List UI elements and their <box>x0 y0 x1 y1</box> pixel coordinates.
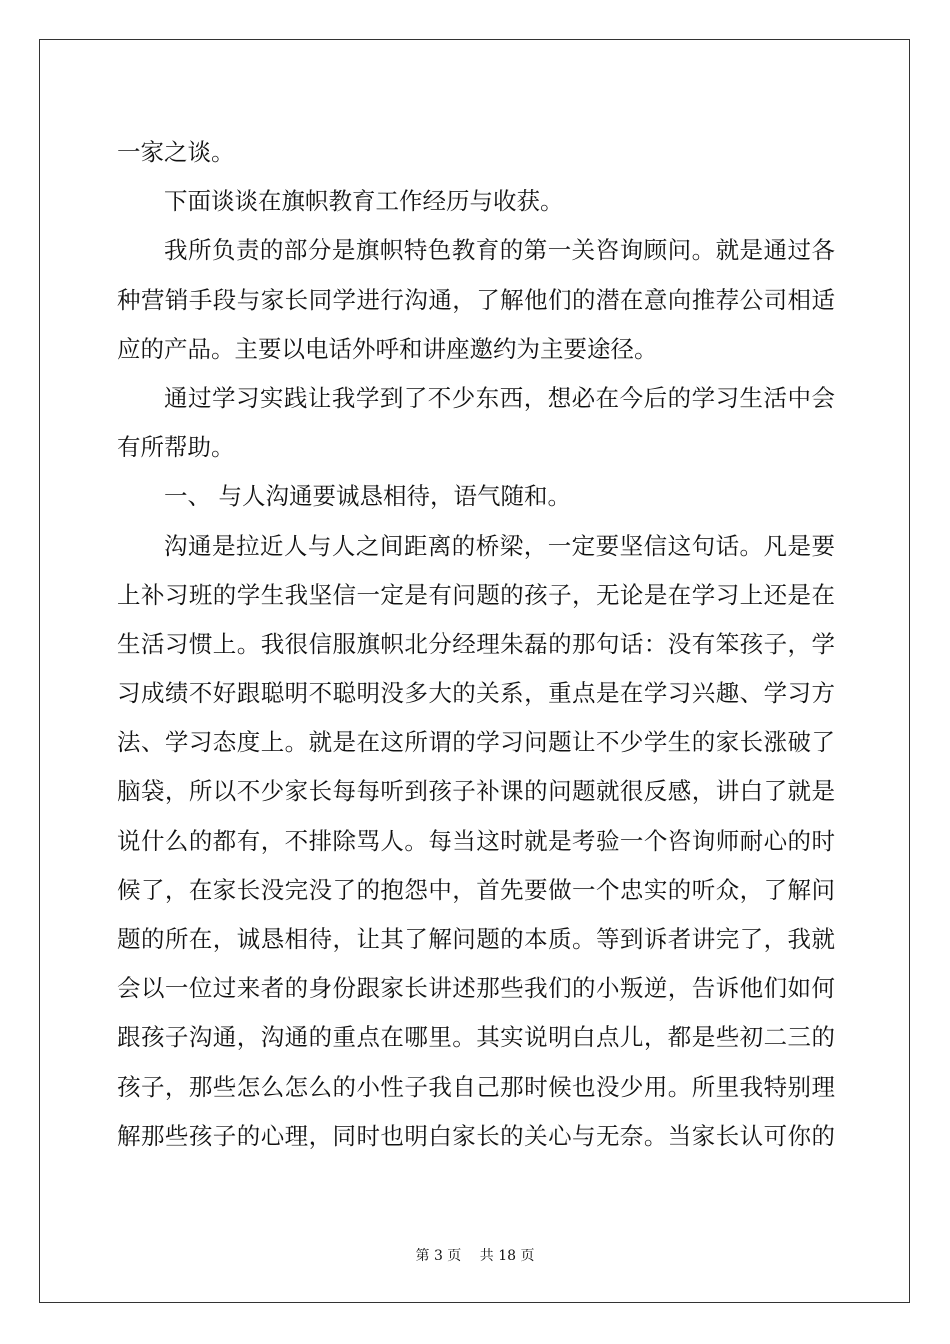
page-number: 第 3 页 共 18 页 <box>415 1248 535 1264</box>
text-line: 生活习惯上。我很信服旗帜北分经理朱磊的那句话：没有笨孩子，学 <box>117 629 835 658</box>
text-line: 题的所在，诚恳相待，让其了解问题的本质。等到诉者讲完了，我就 <box>117 925 835 953</box>
text-line: 说什么的都有，不排除骂人。每当这时就是考验一个咨询师耐心的时 <box>117 826 835 855</box>
text-line: 通过学习实践让我学到了不少东西，想必在今后的学习生活中会 <box>164 383 835 412</box>
text-line: 脑袋，所以不少家长每每听到孩子补课的问题就很反感，讲白了就是 <box>117 777 835 806</box>
text-line: 孩子，那些怎么怎么的小性子我自己那时候也没少用。所里我特别理 <box>117 1072 835 1101</box>
text-line: 一家之谈。 <box>117 138 235 166</box>
text-line: 应的产品。主要以电话外呼和讲座邀约为主要途径。 <box>117 334 658 363</box>
document-body <box>117 128 835 1161</box>
text-line: 我所负责的部分是旗帜特色教育的第一关咨询顾问。就是通过各 <box>164 236 835 265</box>
text-line: 会以一位过来者的身份跟家长讲述那些我们的小叛逆，告诉他们如何 <box>117 974 835 1003</box>
text-line: 解那些孩子的心理，同时也明白家长的关心与无奈。当家长认可你的 <box>117 1121 835 1150</box>
text-line: 下面谈谈在旗帜教育工作经历与收获。 <box>164 187 564 216</box>
text-line: 习成绩不好跟聪明不聪明没多大的关系，重点是在学习兴趣、学习方 <box>117 679 835 708</box>
text-line: 法、学习态度上。就是在这所谓的学习问题让不少学生的家长涨破了 <box>117 728 835 757</box>
text-line: 一、 与人沟通要诚恳相待，语气随和。 <box>164 482 571 511</box>
text-line: 跟孩子沟通，沟通的重点在哪里。其实说明白点儿，都是些初二三的 <box>117 1023 835 1052</box>
text-line: 有所帮助。 <box>117 433 235 462</box>
page-footer <box>0 1245 950 1265</box>
text-line: 候了，在家长没完没了的抱怨中，首先要做一个忠实的听众，了解问 <box>117 875 835 904</box>
text-line: 沟通是拉近人与人之间距离的桥梁，一定要坚信这句话。凡是要 <box>164 531 835 560</box>
text-line: 上补习班的学生我坚信一定是有问题的孩子，无论是在学习上还是在 <box>117 580 835 609</box>
text-line: 种营销手段与家长同学进行沟通，了解他们的潜在意向推荐公司相适 <box>117 285 835 314</box>
